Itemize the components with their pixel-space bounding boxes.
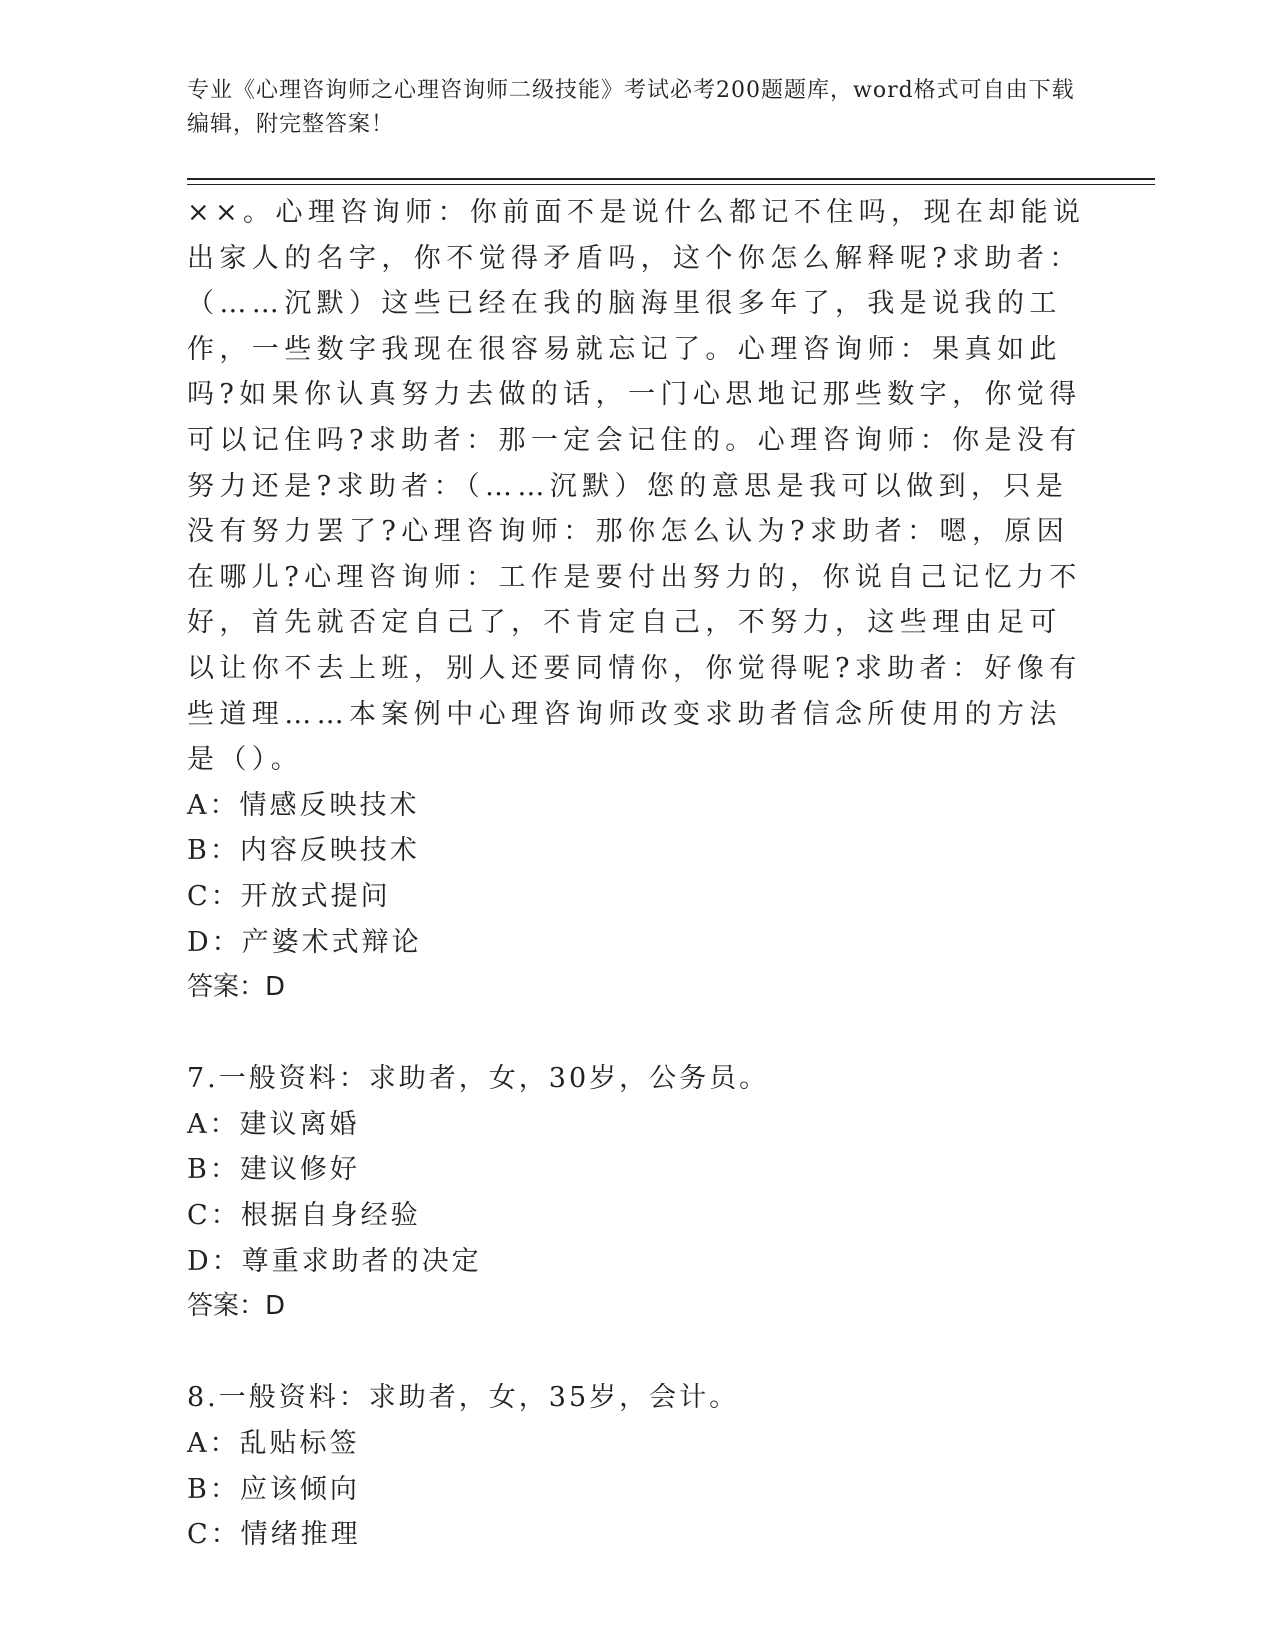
answer-line: 答案：D xyxy=(187,1291,286,1322)
option-a: A：情感反映技术 xyxy=(187,789,420,821)
option-b: B：建议修好 xyxy=(187,1154,360,1186)
spacer xyxy=(187,1011,1087,1057)
header-rule-thin xyxy=(187,184,1155,185)
option-b: B：内容反映技术 xyxy=(187,835,420,867)
option-c: C：情绪推理 xyxy=(187,1519,361,1551)
option-a: A：乱贴标签 xyxy=(187,1428,360,1460)
spacer xyxy=(187,1330,1087,1376)
option-c: C：根据自身经验 xyxy=(187,1200,421,1232)
option-a: A：建议离婚 xyxy=(187,1108,360,1140)
answer-line: 答案：D xyxy=(187,972,286,1003)
document-header xyxy=(187,74,1087,142)
header-title: 专业《心理咨询师之心理咨询师二级技能》考试必考200题题库，word格式可自由下载编辑，附完整答案！ xyxy=(187,78,1075,137)
option-d: D：产婆术式辩论 xyxy=(187,926,422,958)
question-6 xyxy=(187,190,1087,1011)
option-d: D：尊重求助者的决定 xyxy=(187,1245,482,1277)
question-7 xyxy=(187,1056,1087,1330)
question-8 xyxy=(187,1375,1087,1557)
header-rule-thick xyxy=(187,178,1155,180)
question-list xyxy=(187,190,1087,1558)
question-stem: ××。心理咨询师：你前面不是说什么都记不住吗，现在却能说出家人的名字，你不觉得矛盾吗，这个你怎么解释呢?求助者：（……沉默）这些已经在我的脑海里很多年了，我是说我的工作，一些数字我现在很容易就忘记了。心理咨询师：果真如此吗?如果你认真努力去做的话，一门心思地记那些数字，你觉得可以记住吗?求助者：那一定会记住的。心理咨询师：你是没有努力还是?求助者：（……沉默）您的意思是我可以做到，只是没有努力罢了?心理咨询师：那你怎么认为?求助者：嗯，原因在哪儿?心理咨询师：工作是要付出努力的，你说自己记忆力不好，首先就否定自己了，不肯定自己，不努力，这些理由足可以让你不去上班，别人还要同情你，你觉得呢?求助者：好像有些道理……本案例中心理咨询师改变求助者信念所使用的方法是（）。 xyxy=(187,197,1086,776)
question-stem: 7.一般资料：求助者，女，30岁，公务员。 xyxy=(187,1063,770,1095)
option-c: C：开放式提问 xyxy=(187,880,391,912)
option-b: B：应该倾向 xyxy=(187,1473,360,1505)
question-stem: 8.一般资料：求助者，女，35岁，会计。 xyxy=(187,1382,740,1414)
